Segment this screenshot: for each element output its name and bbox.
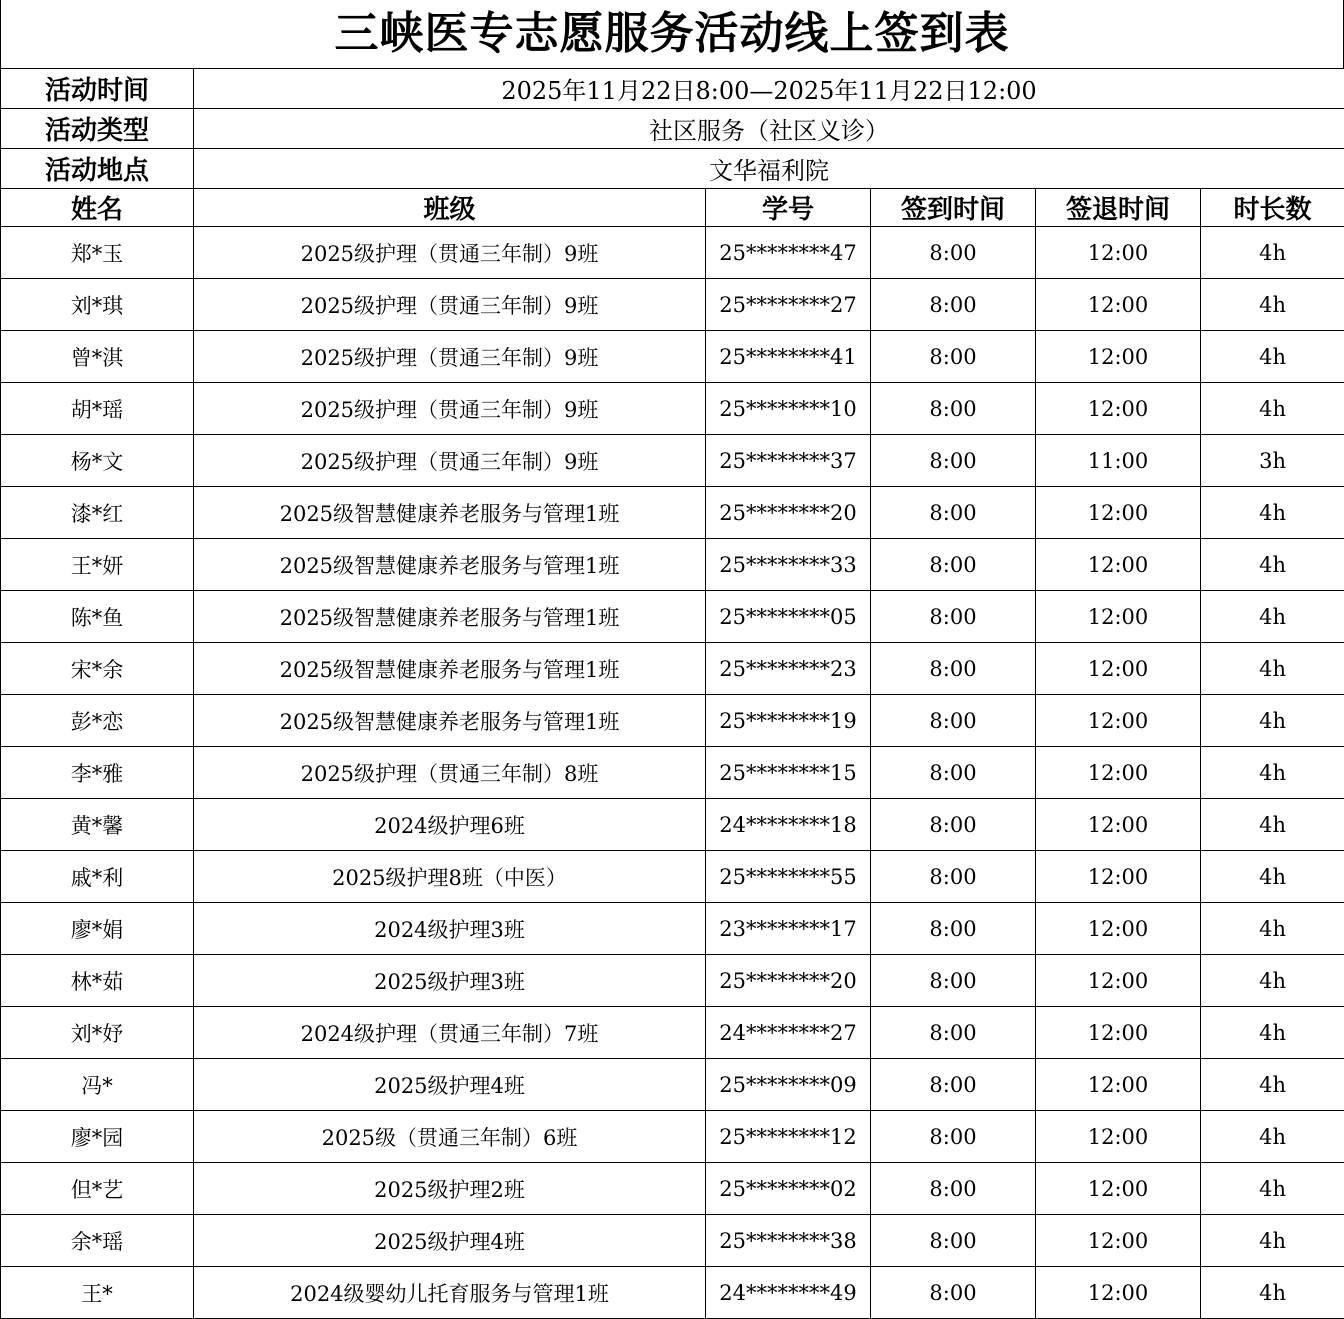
cell-duration: 4h	[1201, 799, 1344, 851]
cell-student-id: 25********02	[706, 1163, 871, 1215]
cell-class: 2025级护理（贯通三年制）9班	[194, 331, 706, 383]
cell-class: 2024级护理（贯通三年制）7班	[194, 1007, 706, 1059]
cell-checkin-time: 8:00	[871, 435, 1036, 487]
info-label: 活动时间	[1, 69, 194, 109]
cell-checkin-time: 8:00	[871, 799, 1036, 851]
cell-checkin-time: 8:00	[871, 695, 1036, 747]
cell-checkin-time: 8:00	[871, 1267, 1036, 1319]
cell-checkout-time: 12:00	[1036, 279, 1201, 331]
cell-checkout-time: 12:00	[1036, 227, 1201, 279]
table-row	[1, 1007, 1344, 1059]
cell-checkout-time: 12:00	[1036, 539, 1201, 591]
cell-duration: 4h	[1201, 1267, 1344, 1319]
cell-class: 2025级智慧健康养老服务与管理1班	[194, 487, 706, 539]
cell-class: 2025级（贯通三年制）6班	[194, 1111, 706, 1163]
cell-class: 2025级智慧健康养老服务与管理1班	[194, 643, 706, 695]
cell-student-id: 25********05	[706, 591, 871, 643]
cell-checkout-time: 12:00	[1036, 643, 1201, 695]
cell-student-id: 23********17	[706, 903, 871, 955]
signin-table	[0, 68, 1344, 1319]
cell-name: 王*妍	[1, 539, 194, 591]
cell-checkin-time: 8:00	[871, 383, 1036, 435]
cell-checkin-time: 8:00	[871, 1215, 1036, 1267]
cell-checkout-time: 12:00	[1036, 695, 1201, 747]
cell-checkout-time: 12:00	[1036, 1059, 1201, 1111]
cell-class: 2025级智慧健康养老服务与管理1班	[194, 591, 706, 643]
cell-name: 宋*余	[1, 643, 194, 695]
cell-duration: 4h	[1201, 331, 1344, 383]
cell-checkin-time: 8:00	[871, 1007, 1036, 1059]
table-row	[1, 747, 1344, 799]
header-duration: 时长数	[1201, 189, 1344, 227]
header-checkin-time: 签到时间	[871, 189, 1036, 227]
cell-name: 廖*娟	[1, 903, 194, 955]
cell-duration: 4h	[1201, 591, 1344, 643]
table-row	[1, 487, 1344, 539]
info-value: 2025年11月22日8:00—2025年11月22日12:00	[194, 69, 1344, 109]
table-row	[1, 955, 1344, 1007]
table-row	[1, 539, 1344, 591]
cell-duration: 4h	[1201, 1007, 1344, 1059]
table-row	[1, 435, 1344, 487]
header-name: 姓名	[1, 189, 194, 227]
cell-duration: 4h	[1201, 851, 1344, 903]
cell-student-id: 25********27	[706, 279, 871, 331]
cell-class: 2025级护理（贯通三年制）9班	[194, 435, 706, 487]
cell-name: 但*艺	[1, 1163, 194, 1215]
table-row	[1, 279, 1344, 331]
cell-name: 陈*鱼	[1, 591, 194, 643]
cell-name: 郑*玉	[1, 227, 194, 279]
table-row	[1, 799, 1344, 851]
cell-checkout-time: 12:00	[1036, 1163, 1201, 1215]
cell-duration: 4h	[1201, 487, 1344, 539]
cell-checkout-time: 12:00	[1036, 331, 1201, 383]
header-student-id: 学号	[706, 189, 871, 227]
cell-student-id: 25********19	[706, 695, 871, 747]
cell-duration: 4h	[1201, 1111, 1344, 1163]
cell-checkin-time: 8:00	[871, 643, 1036, 695]
cell-duration: 4h	[1201, 227, 1344, 279]
cell-checkout-time: 12:00	[1036, 1215, 1201, 1267]
cell-student-id: 25********47	[706, 227, 871, 279]
cell-name: 余*瑶	[1, 1215, 194, 1267]
cell-duration: 3h	[1201, 435, 1344, 487]
cell-student-id: 25********37	[706, 435, 871, 487]
cell-checkout-time: 12:00	[1036, 1267, 1201, 1319]
info-row-type	[1, 109, 1344, 149]
cell-duration: 4h	[1201, 747, 1344, 799]
cell-duration: 4h	[1201, 539, 1344, 591]
cell-student-id: 24********18	[706, 799, 871, 851]
cell-name: 刘*妤	[1, 1007, 194, 1059]
cell-checkout-time: 11:00	[1036, 435, 1201, 487]
cell-class: 2025级智慧健康养老服务与管理1班	[194, 695, 706, 747]
cell-name: 刘*琪	[1, 279, 194, 331]
cell-duration: 4h	[1201, 695, 1344, 747]
cell-student-id: 25********38	[706, 1215, 871, 1267]
cell-student-id: 25********55	[706, 851, 871, 903]
cell-name: 冯*	[1, 1059, 194, 1111]
cell-duration: 4h	[1201, 279, 1344, 331]
cell-checkin-time: 8:00	[871, 903, 1036, 955]
cell-checkin-time: 8:00	[871, 955, 1036, 1007]
table-row	[1, 1111, 1344, 1163]
cell-class: 2025级护理4班	[194, 1215, 706, 1267]
table-row	[1, 643, 1344, 695]
table-row	[1, 851, 1344, 903]
cell-checkout-time: 12:00	[1036, 383, 1201, 435]
table-row	[1, 1267, 1344, 1319]
cell-name: 戚*利	[1, 851, 194, 903]
cell-duration: 4h	[1201, 643, 1344, 695]
cell-name: 林*茹	[1, 955, 194, 1007]
cell-checkin-time: 8:00	[871, 1111, 1036, 1163]
cell-student-id: 25********33	[706, 539, 871, 591]
cell-duration: 4h	[1201, 1059, 1344, 1111]
cell-class: 2024级护理3班	[194, 903, 706, 955]
cell-student-id: 25********10	[706, 383, 871, 435]
cell-checkout-time: 12:00	[1036, 851, 1201, 903]
cell-class: 2025级护理3班	[194, 955, 706, 1007]
cell-checkin-time: 8:00	[871, 279, 1036, 331]
cell-duration: 4h	[1201, 955, 1344, 1007]
cell-checkin-time: 8:00	[871, 1163, 1036, 1215]
cell-student-id: 25********23	[706, 643, 871, 695]
info-label: 活动地点	[1, 149, 194, 189]
table-row	[1, 331, 1344, 383]
cell-student-id: 24********27	[706, 1007, 871, 1059]
cell-checkout-time: 12:00	[1036, 799, 1201, 851]
cell-checkout-time: 12:00	[1036, 903, 1201, 955]
cell-checkin-time: 8:00	[871, 591, 1036, 643]
info-row-location	[1, 149, 1344, 189]
cell-class: 2025级护理（贯通三年制）9班	[194, 383, 706, 435]
cell-checkin-time: 8:00	[871, 227, 1036, 279]
table-row	[1, 227, 1344, 279]
cell-name: 漆*红	[1, 487, 194, 539]
cell-checkin-time: 8:00	[871, 331, 1036, 383]
cell-class: 2024级护理6班	[194, 799, 706, 851]
cell-student-id: 24********49	[706, 1267, 871, 1319]
table-row	[1, 903, 1344, 955]
cell-name: 杨*文	[1, 435, 194, 487]
cell-student-id: 25********20	[706, 487, 871, 539]
cell-checkin-time: 8:00	[871, 747, 1036, 799]
cell-class: 2025级智慧健康养老服务与管理1班	[194, 539, 706, 591]
cell-duration: 4h	[1201, 1215, 1344, 1267]
cell-checkin-time: 8:00	[871, 851, 1036, 903]
table-row	[1, 1059, 1344, 1111]
header-class: 班级	[194, 189, 706, 227]
cell-student-id: 25********12	[706, 1111, 871, 1163]
info-value: 文华福利院	[194, 149, 1344, 189]
cell-checkin-time: 8:00	[871, 487, 1036, 539]
cell-name: 胡*瑶	[1, 383, 194, 435]
cell-class: 2025级护理（贯通三年制）9班	[194, 279, 706, 331]
cell-class: 2025级护理（贯通三年制）9班	[194, 227, 706, 279]
cell-student-id: 25********20	[706, 955, 871, 1007]
sheet-title: 三峡医专志愿服务活动线上签到表	[0, 0, 1344, 68]
cell-class: 2024级婴幼儿托育服务与管理1班	[194, 1267, 706, 1319]
cell-checkout-time: 12:00	[1036, 1111, 1201, 1163]
cell-class: 2025级护理2班	[194, 1163, 706, 1215]
cell-class: 2025级护理4班	[194, 1059, 706, 1111]
cell-duration: 4h	[1201, 383, 1344, 435]
info-row-time	[1, 69, 1344, 109]
cell-checkout-time: 12:00	[1036, 591, 1201, 643]
info-value: 社区服务（社区义诊）	[194, 109, 1344, 149]
cell-duration: 4h	[1201, 903, 1344, 955]
cell-name: 黄*馨	[1, 799, 194, 851]
table-row	[1, 1163, 1344, 1215]
cell-name: 曾*淇	[1, 331, 194, 383]
cell-name: 彭*恋	[1, 695, 194, 747]
table-row	[1, 383, 1344, 435]
cell-name: 廖*园	[1, 1111, 194, 1163]
header-checkout-time: 签退时间	[1036, 189, 1201, 227]
cell-class: 2025级护理8班（中医）	[194, 851, 706, 903]
cell-student-id: 25********09	[706, 1059, 871, 1111]
cell-checkout-time: 12:00	[1036, 747, 1201, 799]
table-row	[1, 591, 1344, 643]
cell-class: 2025级护理（贯通三年制）8班	[194, 747, 706, 799]
column-header-row	[1, 189, 1344, 227]
cell-name: 李*雅	[1, 747, 194, 799]
cell-name: 王*	[1, 1267, 194, 1319]
table-row	[1, 695, 1344, 747]
cell-student-id: 25********15	[706, 747, 871, 799]
info-label: 活动类型	[1, 109, 194, 149]
cell-checkin-time: 8:00	[871, 539, 1036, 591]
cell-checkout-time: 12:00	[1036, 487, 1201, 539]
cell-student-id: 25********41	[706, 331, 871, 383]
cell-checkout-time: 12:00	[1036, 1007, 1201, 1059]
cell-checkin-time: 8:00	[871, 1059, 1036, 1111]
table-row	[1, 1215, 1344, 1267]
cell-duration: 4h	[1201, 1163, 1344, 1215]
cell-checkout-time: 12:00	[1036, 955, 1201, 1007]
